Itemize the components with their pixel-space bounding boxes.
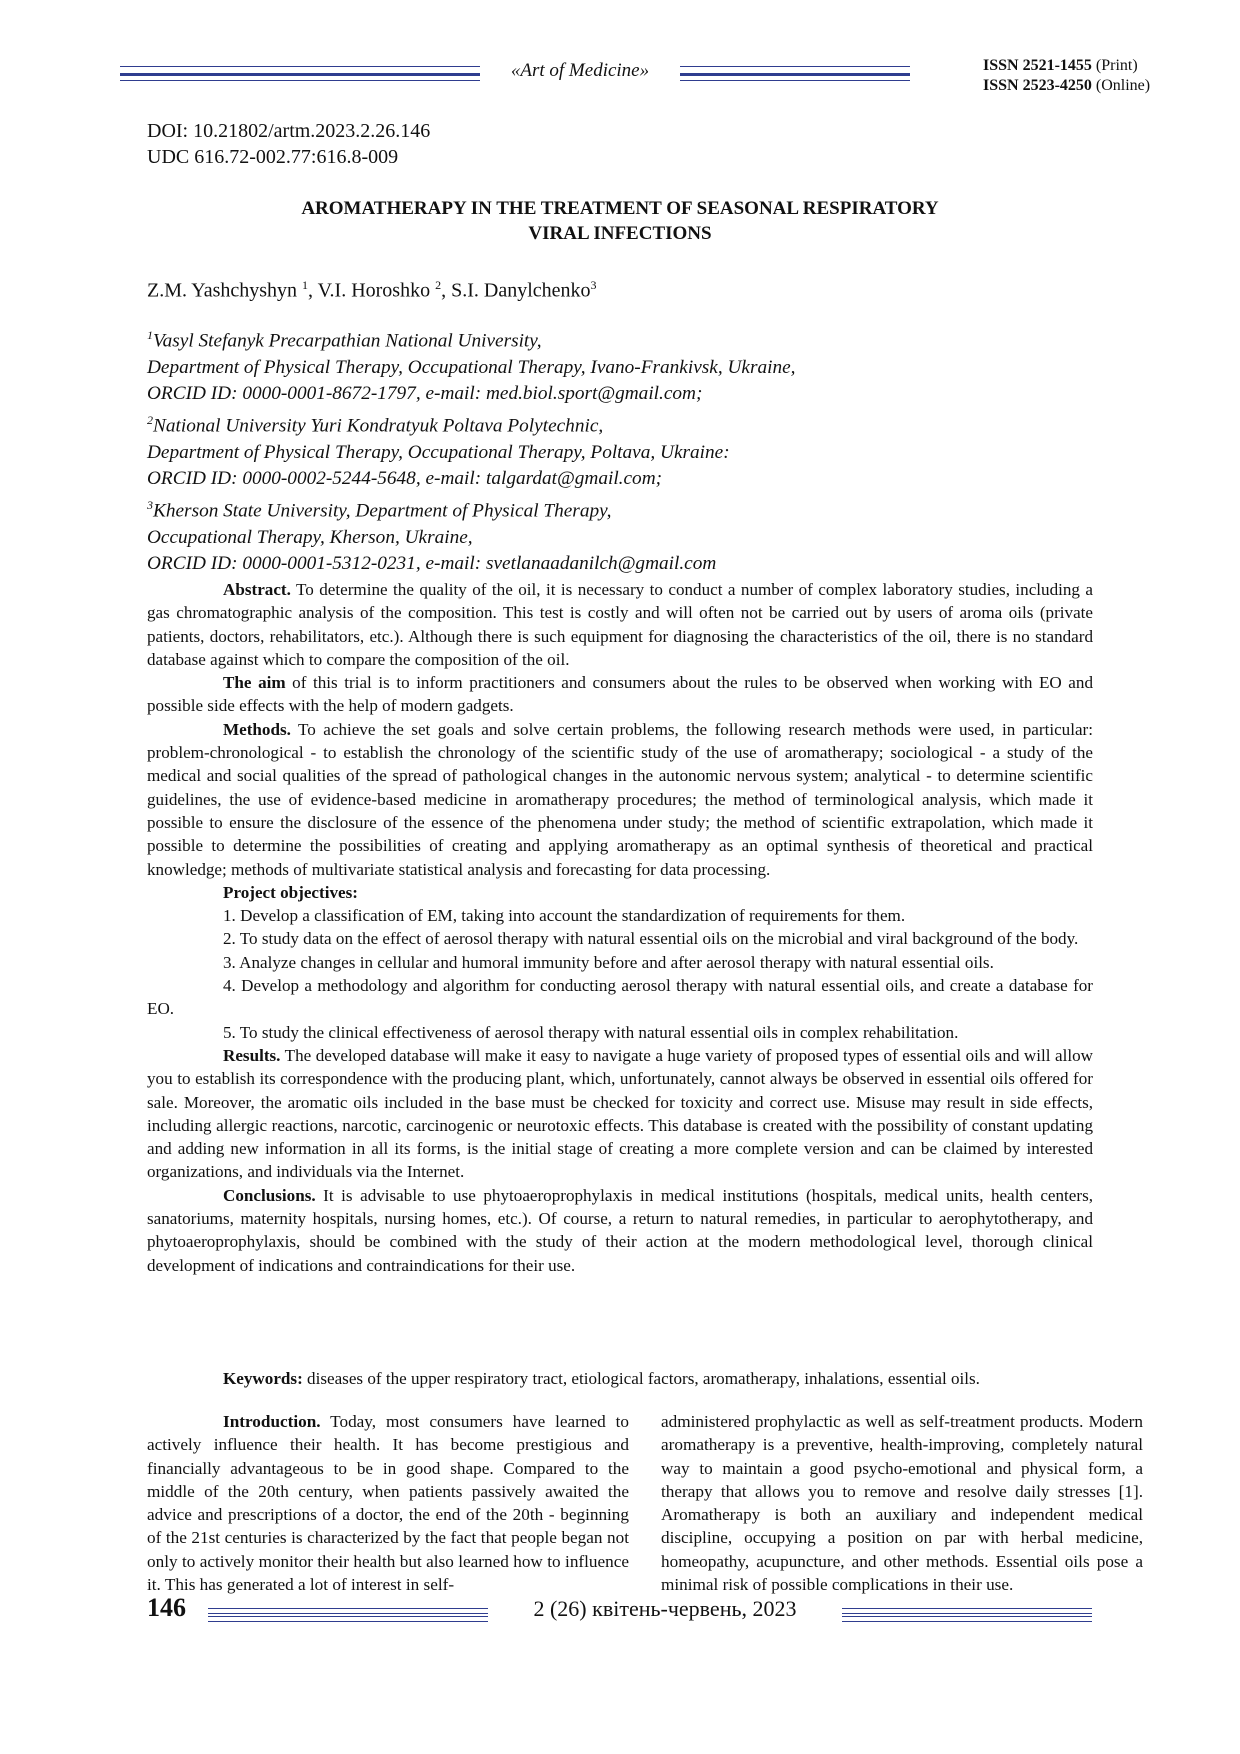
footer-rule-left [208, 1608, 488, 1614]
header-rule-left-bottom [120, 80, 480, 81]
affiliation-line [147, 440, 1107, 466]
affiliation-text: Department of Physical Therapy, Occupational Therapy, Poltava, Ukraine: [147, 441, 730, 463]
author-name: S.I. Danylchenko [451, 279, 591, 302]
aim-paragraph [147, 671, 1093, 718]
intro-column-right [661, 1410, 1143, 1596]
author-sep: , [308, 279, 318, 302]
objective-item: 1. Develop a classification of EM, taking into account the standardization of requirements for them. [223, 906, 906, 926]
abstract-paragraph [147, 578, 1093, 671]
objective-item: 2. To study data on the effect of aerosol therapy with natural essential oils on the microbial and viral background of the body. [223, 929, 1079, 949]
title-line-2: VIRAL INFECTIONS [528, 223, 712, 244]
affiliation-text: ORCID ID: 0000-0001-8672-1797, e-mail: med.biol.sport@gmail.com; [147, 382, 703, 404]
affiliation-line [147, 322, 1107, 355]
author-name: Z.M. Yashchyshyn [147, 279, 303, 302]
page-number: 146 [147, 1593, 186, 1622]
journal-name: «Art of Medicine» [510, 60, 650, 81]
article-meta [147, 118, 430, 170]
affiliation-line [147, 355, 1107, 381]
keywords-line [147, 1367, 1093, 1390]
issue-info: 2 (26) квітень-червень, 2023 [533, 1596, 797, 1621]
conclusions-paragraph [147, 1184, 1093, 1277]
keywords-label: Keywords: [223, 1369, 303, 1388]
author-sup: 1 [302, 278, 309, 292]
author-name: V.I. Horoshko [317, 279, 436, 302]
issn-online: ISSN 2523-4250 [983, 77, 1092, 94]
issn-online-label: (Online) [1095, 77, 1151, 94]
udc: UDC 616.72-002.77:616.8-009 [147, 146, 399, 168]
affiliations [147, 322, 1107, 577]
doi: DOI: 10.21802/artm.2023.2.26.146 [147, 120, 431, 142]
methods-paragraph [147, 718, 1093, 881]
abstract-label: Abstract. [223, 580, 291, 599]
affiliation-text: Occupational Therapy, Kherson, Ukraine, [147, 526, 473, 548]
methods-text: To achieve the set goals and solve certain problems, the following research methods were used, in particular: problem-chronological - to establish the chronology of the scientific study of the use of aromatherapy; sociological - a study of the medical and social qualities of the spread of pathological changes in the autonomic nervous system; analytical - to determine scientific guidelines, the use of evidence-based medicine in aromatherapy procedures; the method of terminological analysis, which made it possible to ensure the disclosure of the essence of the phenomena under study; the method of scientific extrapolation, which made it possible to determine the possibilities of creating and applying aromatherapy as an optimal synthesis of theoretical and practical knowledge; methods of multivariate statistical analysis and forecasting for data processing. [147, 719, 1093, 879]
affiliation-sup: 1 [147, 328, 153, 342]
results-label: Results. [223, 1045, 281, 1065]
introduction-text-left: Today, most consumers have learned to actively influence their health. It has become prestigious and financially advantageous to be in good shape. Compared to the middle of the 20th century, when patients passively awaited the advice and prescriptions of a doctor, the end of the 20th - beginning of the 21st centuries is characterized by the fact that people began not only to actively monitor their health but also learned how to influence it. This has generated a lot of interest in self- [147, 1412, 629, 1595]
author-sup: 3 [590, 278, 597, 292]
objectives-label: Project objectives: [223, 882, 358, 902]
aim-text: of this trial is to inform practitioners and consumers about the rules to be observed when working with EO and possible side effects with the help of modern gadgets. [147, 673, 1093, 716]
introduction-label: Introduction. [223, 1412, 321, 1431]
results-text: The developed database will make it easy to navigate a huge variety of proposed types of essential oils and will allow you to establish its correspondence with the producing plant, which, unfortunately, cannot always be observed in essential oils offered for sale. Moreover, the aromatic oils included in the base must be checked for toxicity and correct use. Misuse may result in side effects, including allergic reactions, narcotic, carcinogenic or neurotoxic effects. This database is created with the possibility of constant updating and adding new information in all its forms, is the initial stage of creating a more complete version and can be claimed by interested organizations, and individuals via the Internet. [147, 1045, 1093, 1182]
affiliation-text: ORCID ID: 0000-0001-5312-0231, e-mail: svetlanaadanilch@gmail.com [147, 552, 717, 574]
author-list [147, 272, 597, 304]
author-sup: 2 [435, 278, 442, 292]
aim-label: The aim [223, 673, 286, 693]
author-sep: , [441, 279, 452, 302]
conclusions-text: It is advisable to use phytoaeroprophylaxis in medical institutions (hospitals, medical units, health centers, sanatoriums, maternity hospitals, nursing homes, etc.). Of course, a return to natural remedies, in particular to aerophytotherapy, and phytoaeroprophylaxis, should be combined with the study of their action at the modern methodological level, thorough clinical development of indications and contraindications for their use. [147, 1185, 1093, 1275]
conclusions-label: Conclusions. [223, 1185, 316, 1205]
introduction-text-right: administered prophylactic as well as self-treatment products. Modern aromatherapy is a preventive, health-improving, completely natural way to maintain a good psycho-emotional and physical form, a therapy that allows you to remove and resolve daily stresses [1]. Aromatherapy is both an auxiliary and independent medical discipline, occupying a position on par with herbal medicine, homeopathy, acupuncture, and other methods. Essential oils pose a minimal risk of possible complications in their use. [661, 1412, 1143, 1595]
header-rule-left [120, 73, 480, 76]
affiliation-line [147, 551, 1107, 577]
article-title [147, 196, 1093, 246]
affiliation-text: Department of Physical Therapy, Occupational Therapy, Ivano-Frankivsk, Ukraine, [147, 356, 796, 378]
header-rule-right-top [680, 66, 910, 67]
issn-print-label: (Print) [1095, 57, 1138, 74]
abstract-text: To determine the quality of the oil, it is necessary to conduct a number of complex laboratory studies, including a gas chromatographic analysis of the composition. This test is costly and will often not be carried out by users of aroma oils (private patients, doctors, rehabilitators, etc.). Although there is such equipment for diagnosing the characteristics of the oil, there is no standard database against which to compare the composition of the oil. [147, 580, 1093, 669]
affiliation-text: National University Yuri Kondratyuk Poltava Polytechnic, [153, 415, 604, 437]
results-paragraph [147, 1044, 1093, 1184]
affiliation-line [147, 407, 1107, 440]
header-rule-left-top [120, 66, 480, 67]
footer-rule-right [842, 1608, 1092, 1614]
affiliation-sup: 2 [147, 413, 153, 428]
affiliation-line [147, 466, 1107, 492]
affiliation-sup: 3 [147, 498, 153, 513]
issn-block [983, 56, 1150, 96]
affiliation-line [147, 381, 1107, 407]
affiliation-text: Kherson State University, Department of Physical Therapy, [153, 500, 612, 522]
objective-item: 3. Analyze changes in cellular and humoral immunity before and after aerosol therapy with natural essential oils. [223, 952, 994, 972]
abstract-body [147, 578, 1093, 1277]
keywords-text: diseases of the upper respiratory tract, etiological factors, aromatherapy, inhalations, essential oils. [302, 1369, 980, 1388]
footer-rule-left-2 [208, 1616, 488, 1622]
objectives-heading [147, 881, 1093, 904]
objective-item: 4. Develop a methodology and algorithm for conducting aerosol therapy with natural essential oils, and create a database for EO. [147, 976, 1093, 1019]
affiliation-text: Vasyl Stefanyk Precarpathian National University, [153, 330, 542, 352]
title-line-1: AROMATHERAPY IN THE TREATMENT OF SEASONAL RESPIRATORY [301, 198, 939, 219]
intro-column-left [147, 1410, 629, 1596]
affiliation-text: ORCID ID: 0000-0002-5244-5648, e-mail: talgardat@gmail.com; [147, 467, 663, 489]
affiliation-line [147, 492, 1107, 525]
objective-item: 5. To study the clinical effectiveness of aerosol therapy with natural essential oils in complex rehabilitation. [223, 1022, 959, 1042]
methods-label: Methods. [223, 719, 291, 739]
issn-print: ISSN 2521-1455 [983, 57, 1092, 74]
header-rule-right [680, 73, 910, 76]
footer-rule-right-2 [842, 1616, 1092, 1622]
header-rule-right-bottom [680, 80, 910, 81]
affiliation-line [147, 525, 1107, 551]
